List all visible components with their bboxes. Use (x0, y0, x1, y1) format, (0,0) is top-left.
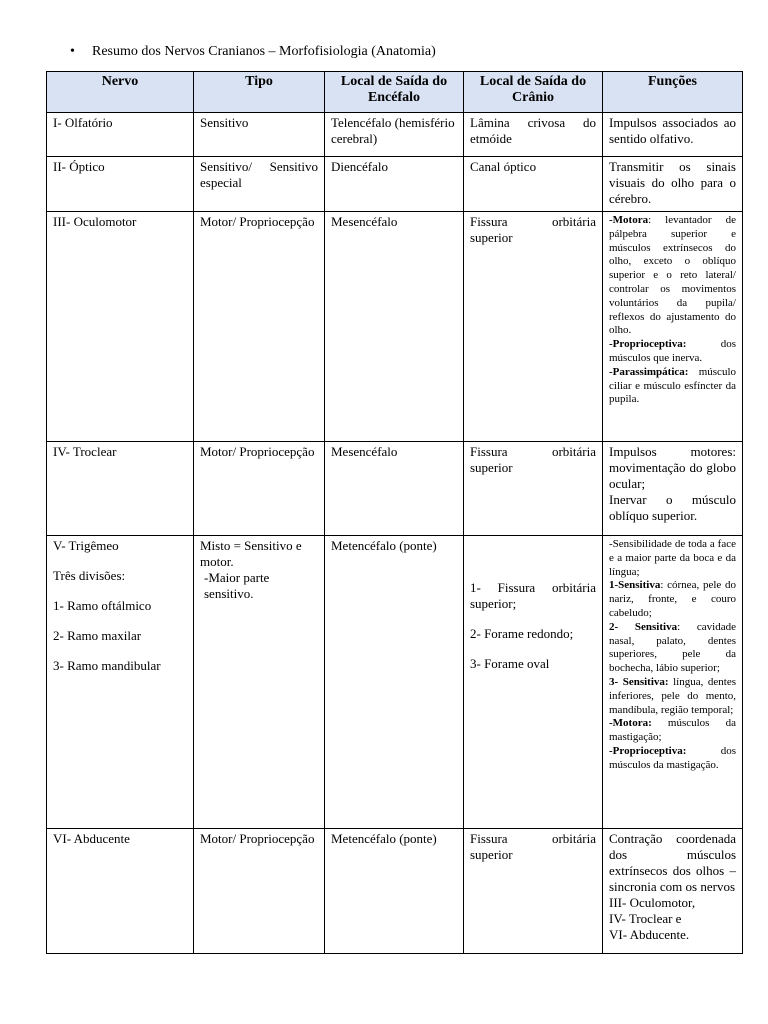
cell-nervo: I- Olfatório (47, 113, 194, 157)
cranio-line: 1- Fissura orbitária superior; (470, 580, 596, 611)
table-row (47, 157, 743, 212)
table-row (47, 113, 743, 157)
cell-tipo: Sensitivo/ Sensitivo especial (194, 157, 325, 212)
tipo-line: Misto = Sensitivo e motor. (200, 538, 302, 569)
cell-encefalo: Mesencéfalo (325, 212, 464, 442)
cell-tipo: Motor/ Propriocepção (194, 442, 325, 536)
cell-funcoes (603, 212, 743, 442)
title-text: Resumo dos Nervos Cranianos – Morfofisiologia (Anatomia) (92, 44, 436, 59)
funcao-text: Contração coordenada dos músculos extrínsecos dos olhos – sincronia com os nervos (609, 831, 736, 894)
label-motora: -Motora: (609, 717, 652, 730)
cranial-nerves-table (46, 71, 743, 954)
table-row (47, 212, 743, 442)
cell-tipo: Motor/ Propriocepção (194, 212, 325, 442)
tipo-line: -Maior parte sensitivo. (204, 570, 270, 601)
header-tipo: Tipo (194, 72, 325, 113)
header-funcoes: Funções (603, 72, 743, 113)
cell-cranio: Fissura orbitária superior (464, 212, 603, 442)
cell-funcoes (603, 536, 743, 829)
cell-funcoes: Impulsos associados ao sentido olfativo. (603, 113, 743, 157)
label-sensitiva-2: 2- Sensitiva (609, 620, 678, 633)
cell-encefalo: Metencéfalo (ponte) (325, 536, 464, 829)
cell-nervo: III- Oculomotor (47, 212, 194, 442)
cell-cranio (464, 536, 603, 829)
table-row (47, 829, 743, 954)
text-motora: músculos da mastigação; (609, 717, 736, 744)
cell-cranio: Fissura orbitária superior (464, 442, 603, 536)
label-sensitiva-3: 3- Sensitiva: (609, 675, 669, 688)
funcao-line: III- Oculomotor, (609, 895, 696, 910)
cell-cranio: Canal óptico (464, 157, 603, 212)
cell-funcoes (603, 829, 743, 954)
funcao-line: VI- Abducente. (609, 927, 690, 942)
funcao-line: IV- Troclear e (609, 911, 682, 926)
cell-tipo (194, 536, 325, 829)
label-parassimpatica: -Parassimpática: (609, 365, 689, 378)
nerve-name: V- Trigêmeo (53, 538, 119, 553)
cell-encefalo: Metencéfalo (ponte) (325, 829, 464, 954)
cell-funcoes (603, 442, 743, 536)
branch-3: 3- Ramo mandibular (53, 658, 161, 673)
branch-2: 2- Ramo maxilar (53, 628, 142, 643)
cell-cranio: Fissura orbitária superior (464, 829, 603, 954)
funcao-line: Impulsos motores: movimentação do globo ocular; (609, 444, 736, 491)
cell-tipo: Sensitivo (194, 113, 325, 157)
cell-nervo: IV- Troclear (47, 442, 194, 536)
text-sensitiva-3: língua, dentes inferiores, pele do mento, mandíbula, região temporal; (609, 675, 736, 716)
table-header-row (47, 72, 743, 113)
label-motora: -Motora (609, 214, 649, 226)
text-sensitiva-1: : córnea, pele do nariz, fronte, e couro cabeludo; (609, 579, 736, 619)
table-row (47, 442, 743, 536)
label-proprioceptiva: -Proprioceptiva: (609, 338, 687, 351)
text-proprioceptiva: dos músculos que inerva. (609, 338, 736, 364)
header-nervo: Nervo (47, 72, 194, 113)
text-proprioceptiva: dos músculos da mastigação. (609, 744, 736, 771)
funcao-intro: -Sensibilidade de toda a face e a maior parte da boca e da língua; (609, 538, 736, 578)
header-encefalo: Local de Saída do Encéfalo (325, 72, 464, 113)
table-row (47, 536, 743, 829)
cell-tipo: Motor/ Propriocepção (194, 829, 325, 954)
cranio-line: 2- Forame redondo; (470, 626, 574, 641)
branch-1: 1- Ramo oftálmico (53, 598, 152, 613)
text-parassimpatica: músculo ciliar e músculo esfíncter da pupila. (609, 365, 736, 406)
cell-encefalo: Telencéfalo (hemisfério cerebral) (325, 113, 464, 157)
bullet-icon: • (70, 44, 75, 59)
funcao-line: Inervar o músculo oblíquo superior. (609, 492, 736, 523)
cell-cranio: Lâmina crivosa do etmóide (464, 113, 603, 157)
cranio-line: 3- Forame oval (470, 656, 550, 671)
cell-nervo: II- Óptico (47, 157, 194, 212)
text-motora: : levantador de pálpebra superior e músculos extrínsecos do olho, exceto o oblíquo superior e o reto lateral/ controlar os movimentos voluntários da pupila/ reflexos do ajustamento do olho. (609, 214, 736, 337)
cell-nervo (47, 536, 194, 829)
cell-encefalo: Mesencéfalo (325, 442, 464, 536)
cell-nervo: VI- Abducente (47, 829, 194, 954)
text-sensitiva-2: : cavidade nasal, palato, dentes superiores, pele da bochecha, lábio superior; (609, 620, 736, 675)
divisions-label: Três divisões: (53, 568, 126, 583)
header-cranio: Local de Saída do Crânio (464, 72, 603, 113)
cell-encefalo: Diencéfalo (325, 157, 464, 212)
label-proprioceptiva: -Proprioceptiva: (609, 744, 687, 757)
cell-funcoes: Transmitir os sinais visuais do olho para o cérebro. (603, 157, 743, 212)
label-sensitiva-1: 1-Sensitiva (609, 579, 661, 592)
